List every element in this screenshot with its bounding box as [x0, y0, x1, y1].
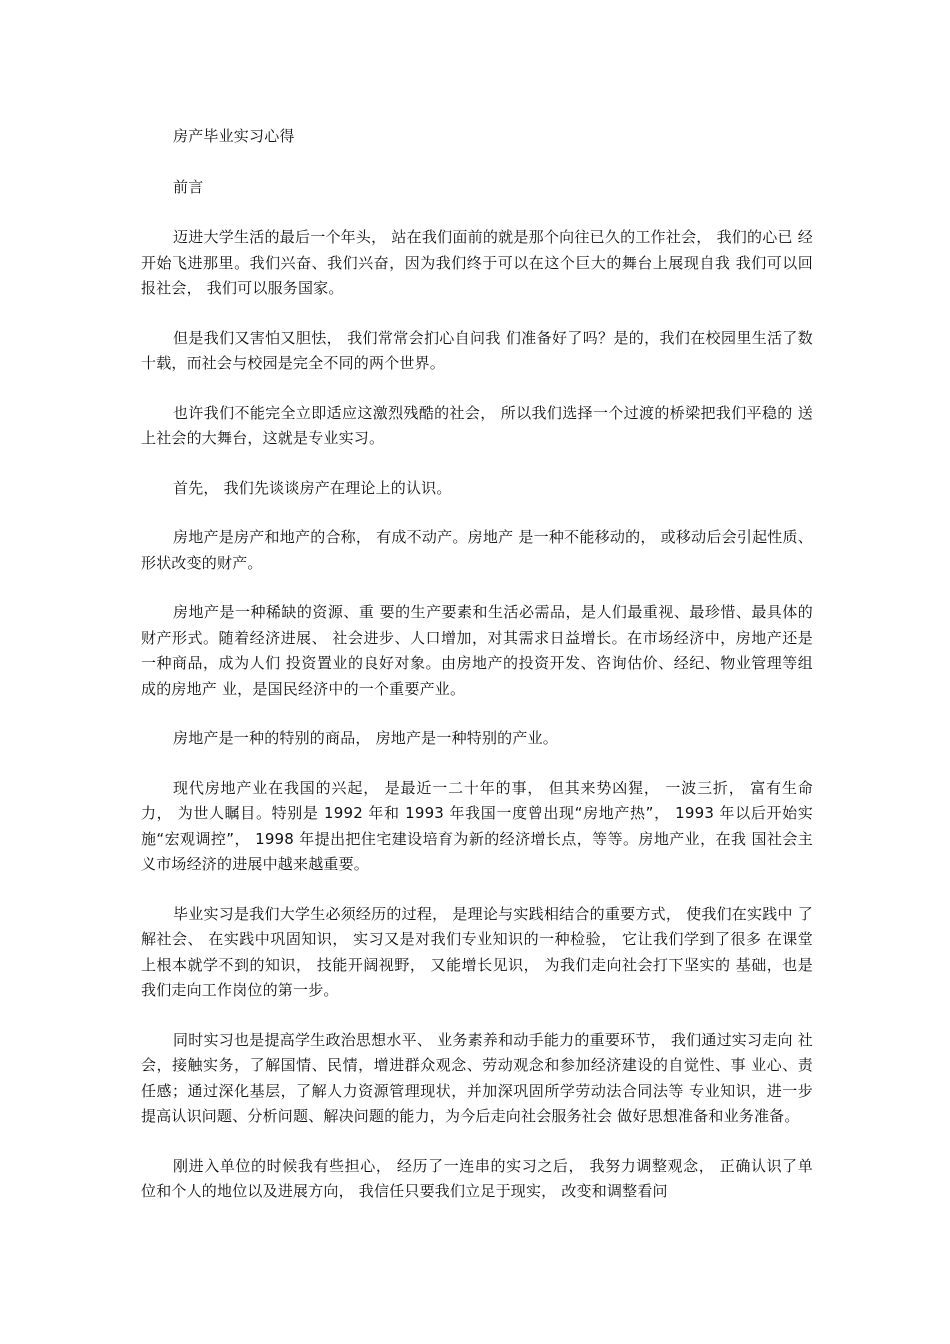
paragraph-4: 首先， 我们先谈谈房产在理论上的认识。 [173, 478, 452, 497]
paragraph-10: 同时实习也是提高学生政治思想水平、 业务素养和动手能力的重要环节， 我们通过实习走向 社会，接触实务，了解国情、民情，增进群众观念、劳动观念和参加经济建设的自觉性、事 业心、责任感；通过深化基层，了解人力资源管理现状，并加深巩固所学劳动法合同法等 专业知识，进一步提高认识问题、分析问题、解决问题的能力，为今后走向社会服务社会 做好思想准备和业务准备。 [141, 1030, 813, 1125]
paragraph-2: 但是我们又害怕又胆怯， 我们常常会扪心自问我 们准备好了吗？是的，我们在校园里生活了数十载，而社会与校园是完全不同的两个世界。 [141, 328, 813, 372]
paragraph-8: 现代房地产业在我国的兴起， 是最近一二十年的事， 但其来势凶猩， 一波三折， 富有生命力， 为世人瞩目。特别是 1992 年和 1993 年我国一度曾出现“房地产热”， 1993 年以后开始实 施“宏观调控”， 1998 年提出把住宅建设培育为新的经济增长点，等等。房地产业，在我 国社会主义市场经济的进展中越来越重要。 [141, 778, 813, 873]
document-title: 房产毕业实习心得 [173, 127, 295, 145]
paragraph-5: 房地产是房产和地产的合称， 有成不动产。房地产 是一种不能移动的， 或移动后会引起性质、形状改变的财产。 [141, 528, 813, 572]
paragraph-1: 迈进大学生活的最后一个年头， 站在我们面前的就是那个向往已久的工作社会， 我们的心已 经开始飞进那里。我们兴奋、我们兴奋，因为我们终于可以在这个巨大的舞台上展现自我 我们可以回报社会， 我们可以服务国家。 [141, 228, 813, 297]
paragraph-3: 也许我们不能完全立即适应这激烈残酷的社会， 所以我们选择一个过渡的桥梁把我们平稳的 送上社会的大舞台，这就是专业实习。 [141, 403, 813, 447]
paragraph-11: 刚进入单位的时候我有些担心， 经历了一连串的实习之后， 我努力调整观念， 正确认识了单 位和个人的地位以及进展方向， 我信任只要我们立足于现实， 改变和调整看问 [141, 1156, 813, 1200]
paragraph-9: 毕业实习是我们大学生必须经历的过程， 是理论与实践相结合的重要方式， 使我们在实践中 了解社会、 在实践中巩固知识， 实习又是对我们专业知识的一种检验， 它让我们学到了很多 在课堂上根本就学不到的知识， 技能开阔视野， 又能增长见识， 为我们走向社会打下坚实的 基础，也是我们走向工作岗位的第一步。 [141, 904, 813, 999]
paragraph-6: 房地产是一种稀缺的资源、重 要的生产要素和生活必需品，是人们最重视、最珍惜、最具体的财产形式。随着经济进展、 社会进步、人口增加，对其需求日益增长。在市场经济中，房地产还是一种商品，成为人们 投资置业的良好对象。由房地产的投资开发、咨询估价、经纪、物业管理等组成的房地产 业，是国民经济中的一个重要产业。 [141, 603, 813, 698]
paragraph-7: 房地产是一种的特别的商品， 房地产是一种特别的产业。 [173, 729, 558, 747]
preface-heading: 前言 [173, 177, 204, 196]
document-page [141, 124, 813, 1229]
